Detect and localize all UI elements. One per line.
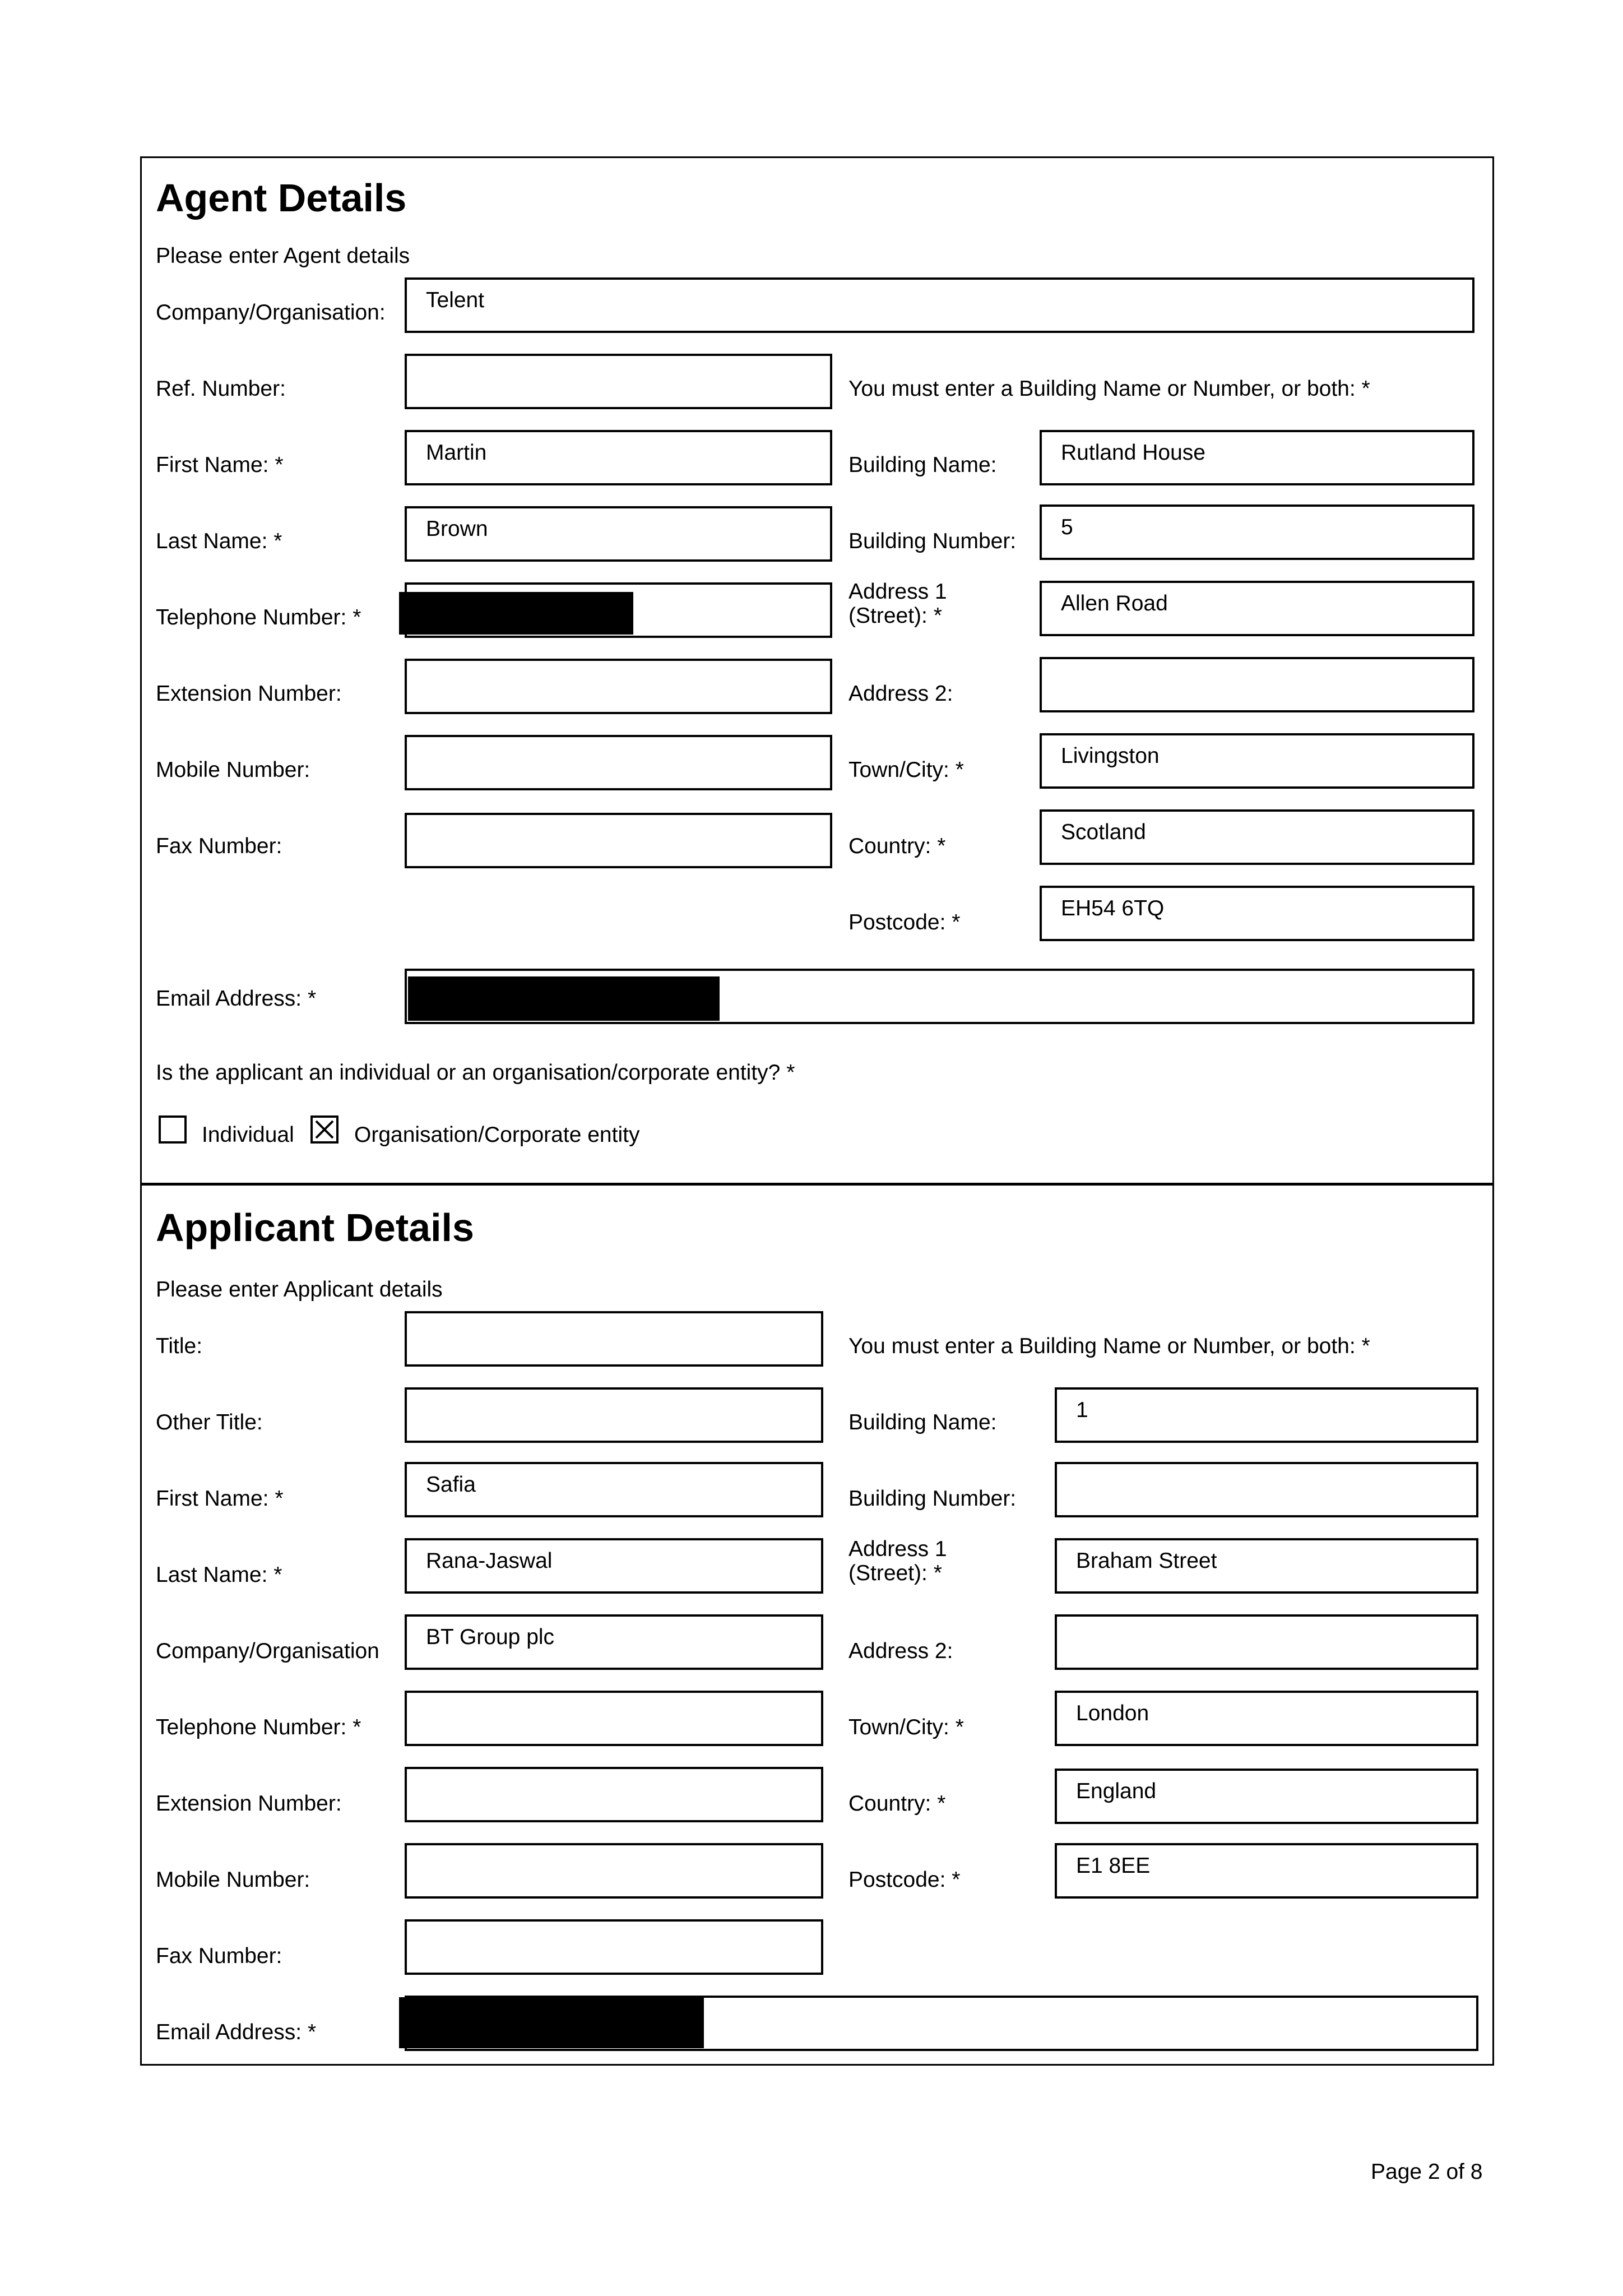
agent-address1-label-line2: (Street): *: [848, 603, 942, 628]
applicant-address1-label-line2: (Street): *: [848, 1561, 942, 1585]
applicant-last-name-field[interactable]: [405, 1538, 823, 1594]
agent-ref-field[interactable]: [405, 354, 832, 409]
applicant-postcode-value: E1 8EE: [1076, 1854, 1151, 1878]
agent-last-name-value: Brown: [426, 517, 488, 541]
agent-address1-value: Allen Road: [1061, 591, 1168, 615]
agent-town-value: Livingston: [1061, 744, 1160, 768]
applicant-email-label: Email Address: *: [156, 2020, 317, 2044]
applicant-other-title-label: Other Title:: [156, 1410, 263, 1434]
applicant-title-label: Title:: [156, 1334, 203, 1358]
applicant-intro-text: Please enter Applicant details: [156, 1277, 443, 1302]
individual-label: Individual: [202, 1123, 294, 1147]
applicant-fax-label: Fax Number:: [156, 1944, 282, 1968]
agent-fax-label: Fax Number:: [156, 834, 282, 858]
applicant-country-label: Country: *: [848, 1792, 946, 1816]
agent-postcode-field[interactable]: [1040, 886, 1474, 941]
page-number: Page 2 of 8: [1371, 2160, 1483, 2184]
applicant-last-name-value: Rana-Jaswal: [426, 1549, 553, 1573]
agent-company-value: Telent: [426, 288, 485, 312]
agent-telephone-redaction: [399, 592, 633, 635]
agent-company-field[interactable]: [405, 277, 1474, 333]
agent-extension-label: Extension Number:: [156, 682, 342, 706]
applicant-address2-label: Address 2:: [848, 1639, 953, 1663]
agent-building-name-field[interactable]: [1040, 430, 1474, 485]
applicant-building-name-label: Building Name:: [848, 1410, 997, 1434]
agent-company-label: Company/Organisation:: [156, 300, 386, 325]
agent-mobile-field[interactable]: [405, 735, 832, 790]
agent-details-heading: Agent Details: [156, 176, 407, 220]
applicant-company-value: BT Group plc: [426, 1625, 555, 1649]
agent-last-name-label: Last Name: *: [156, 529, 282, 553]
agent-first-name-value: Martin: [426, 441, 487, 465]
agent-building-note: You must enter a Building Name or Number, or both: *: [848, 377, 1370, 401]
agent-telephone-label: Telephone Number: *: [156, 605, 361, 629]
agent-postcode-label: Postcode: *: [848, 910, 961, 934]
agent-fax-field[interactable]: [405, 813, 832, 868]
agent-first-name-label: First Name: *: [156, 453, 284, 477]
applicant-fax-field[interactable]: [405, 1919, 823, 1975]
organisation-checkbox[interactable]: [310, 1115, 338, 1144]
applicant-first-name-value: Safia: [426, 1473, 476, 1497]
agent-country-value: Scotland: [1061, 820, 1146, 844]
agent-town-label: Town/City: *: [848, 758, 964, 782]
applicant-town-label: Town/City: *: [848, 1715, 964, 1739]
agent-building-name-value: Rutland House: [1061, 441, 1205, 465]
applicant-first-name-field[interactable]: [405, 1462, 823, 1517]
agent-email-label: Email Address: *: [156, 987, 317, 1011]
applicant-postcode-field[interactable]: [1055, 1843, 1478, 1899]
applicant-building-name-field[interactable]: [1055, 1387, 1478, 1443]
applicant-address1-label-line1: Address 1: [848, 1537, 947, 1561]
applicant-building-number-field[interactable]: [1055, 1462, 1478, 1517]
organisation-label: Organisation/Corporate entity: [354, 1123, 640, 1147]
applicant-title-field[interactable]: [405, 1311, 823, 1367]
agent-extension-field[interactable]: [405, 659, 832, 714]
applicant-building-number-label: Building Number:: [848, 1487, 1017, 1511]
applicant-address1-label: [848, 1538, 947, 1586]
applicant-address1-value: Braham Street: [1076, 1549, 1217, 1573]
applicant-extension-label: Extension Number:: [156, 1792, 342, 1816]
applicant-building-name-value: 1: [1076, 1398, 1088, 1422]
applicant-company-field[interactable]: [405, 1614, 823, 1670]
agent-address1-field[interactable]: [1040, 581, 1474, 636]
applicant-extension-field[interactable]: [405, 1767, 823, 1822]
applicant-other-title-field[interactable]: [405, 1387, 823, 1443]
applicant-country-field[interactable]: [1055, 1769, 1478, 1824]
section-divider: [140, 1183, 1494, 1186]
applicant-details-heading: Applicant Details: [156, 1206, 474, 1249]
agent-address2-field[interactable]: [1040, 657, 1474, 712]
applicant-last-name-label: Last Name: *: [156, 1563, 282, 1587]
agent-building-number-field[interactable]: [1040, 504, 1474, 560]
applicant-telephone-field[interactable]: [405, 1691, 823, 1746]
applicant-address1-field[interactable]: [1055, 1538, 1478, 1594]
checkbox-cross-icon: [313, 1118, 336, 1141]
agent-country-label: Country: *: [848, 834, 946, 858]
agent-last-name-field[interactable]: [405, 506, 832, 562]
agent-building-name-label: Building Name:: [848, 453, 997, 477]
applicant-address2-field[interactable]: [1055, 1614, 1478, 1670]
agent-building-number-label: Building Number:: [848, 529, 1017, 553]
applicant-company-label: Company/Organisation: [156, 1639, 379, 1663]
agent-mobile-label: Mobile Number:: [156, 758, 310, 782]
applicant-email-redaction: [399, 1997, 704, 2048]
applicant-type-question: Is the applicant an individual or an organisation/corporate entity? *: [156, 1061, 795, 1085]
applicant-mobile-label: Mobile Number:: [156, 1868, 310, 1892]
agent-first-name-field[interactable]: [405, 430, 832, 485]
individual-checkbox[interactable]: [159, 1115, 187, 1144]
applicant-country-value: England: [1076, 1779, 1157, 1803]
agent-country-field[interactable]: [1040, 809, 1474, 865]
agent-address1-label-line1: Address 1: [848, 580, 947, 604]
applicant-first-name-label: First Name: *: [156, 1487, 284, 1511]
applicant-building-note: You must enter a Building Name or Number, or both: *: [848, 1334, 1370, 1358]
applicant-town-value: London: [1076, 1701, 1149, 1725]
agent-email-redaction: [408, 976, 720, 1021]
agent-address1-label: [848, 580, 947, 628]
agent-address2-label: Address 2:: [848, 682, 953, 706]
applicant-town-field[interactable]: [1055, 1691, 1478, 1746]
agent-town-field[interactable]: [1040, 733, 1474, 789]
agent-postcode-value: EH54 6TQ: [1061, 896, 1165, 920]
applicant-telephone-label: Telephone Number: *: [156, 1715, 361, 1739]
agent-intro-text: Please enter Agent details: [156, 244, 410, 268]
applicant-mobile-field[interactable]: [405, 1843, 823, 1899]
applicant-postcode-label: Postcode: *: [848, 1868, 961, 1892]
agent-building-number-value: 5: [1061, 515, 1073, 539]
agent-ref-label: Ref. Number:: [156, 377, 286, 401]
